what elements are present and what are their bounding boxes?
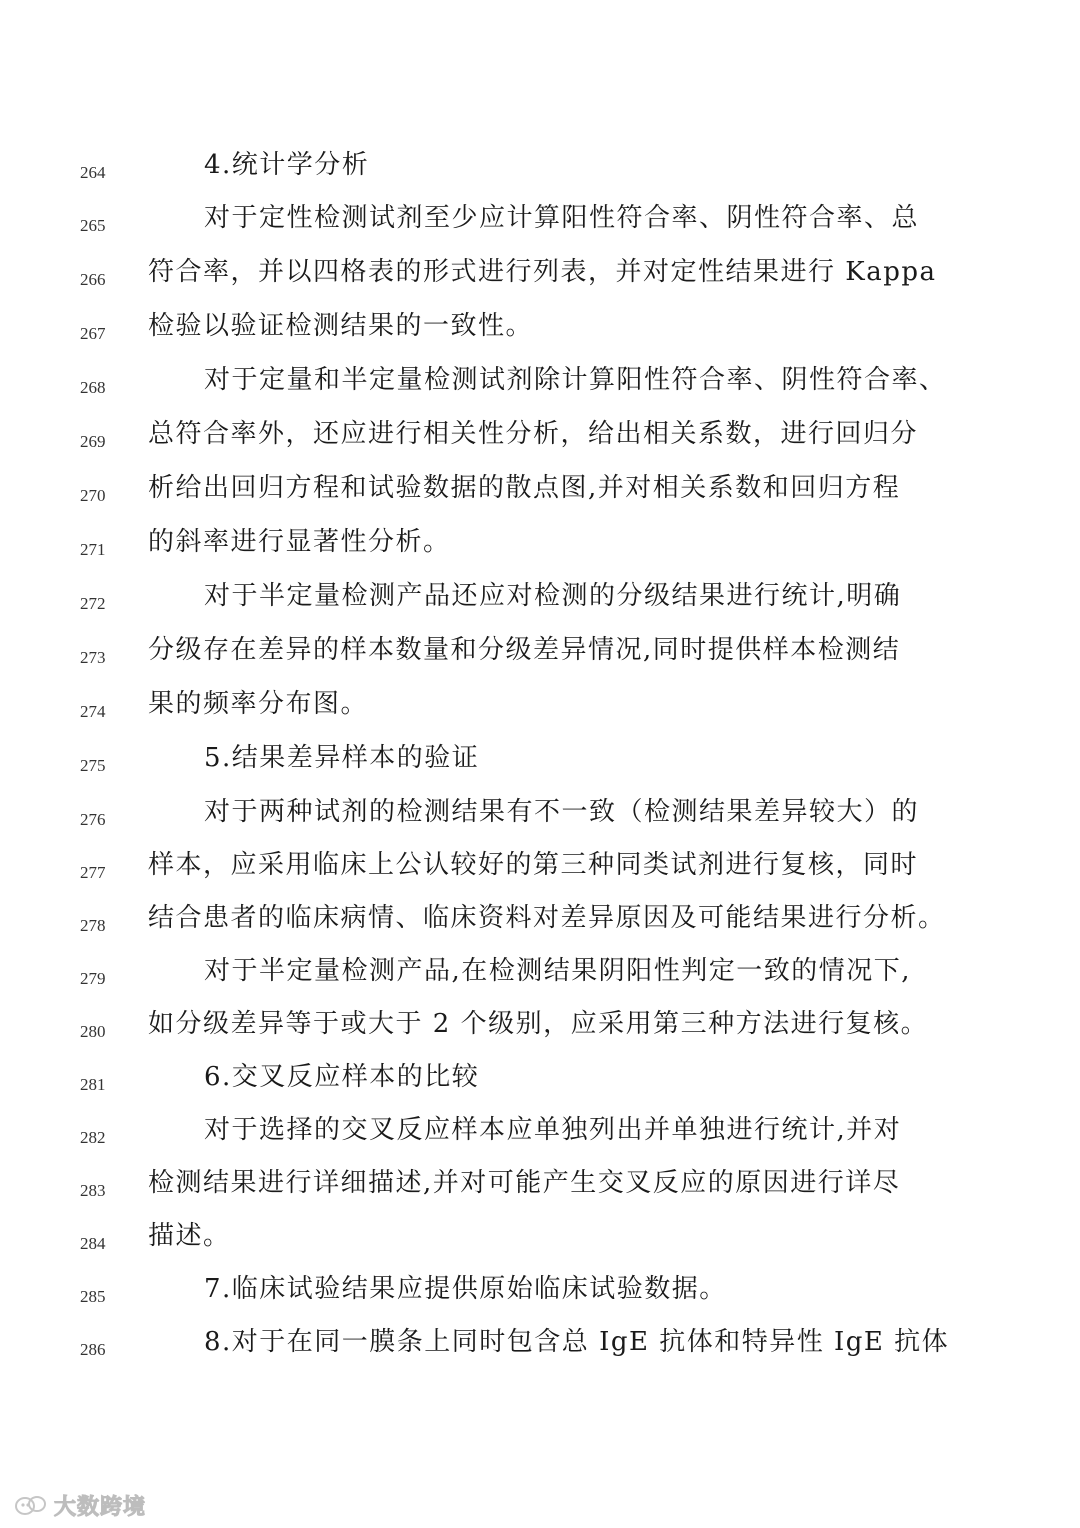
text-line (0, 1320, 1080, 1374)
line-number: 284 (80, 1234, 106, 1253)
line-text: 样本，应采用临床上公认较好的第三种同类试剂进行复核，同时 (148, 850, 919, 880)
text-line (0, 896, 1080, 950)
line-number: 275 (80, 756, 106, 775)
watermark-logo-icon (14, 1493, 48, 1517)
line-text: 总符合率外，还应进行相关性分析，给出相关系数，进行回归分 (148, 419, 919, 449)
line-text: 符合率，并以四格表的形式进行列表，并对定性结果进行 Kappa (148, 257, 937, 287)
line-number: 267 (80, 324, 106, 343)
text-line (0, 358, 1080, 412)
line-number: 270 (80, 486, 106, 505)
line-text: 分级存在差异的样本数量和分级差异情况,同时提供样本检测结 (148, 635, 901, 665)
line-number: 276 (80, 810, 106, 829)
line-text: 的斜率进行显著性分析。 (148, 527, 451, 557)
line-text: 对于半定量检测产品还应对检测的分级结果进行统计,明确 (204, 581, 902, 611)
line-number: 272 (80, 594, 106, 613)
watermark (14, 1490, 146, 1520)
line-text: 对于选择的交叉反应样本应单独列出并单独进行统计,并对 (204, 1115, 902, 1145)
text-line (0, 682, 1080, 736)
line-text: 果的频率分布图。 (148, 689, 369, 719)
line-text: 结合患者的临床病情、临床资料对差异原因及可能结果进行分析。 (148, 903, 946, 933)
line-number: 283 (80, 1181, 106, 1200)
text-line (0, 1267, 1080, 1321)
line-number: 268 (80, 378, 106, 397)
line-number: 285 (80, 1287, 106, 1306)
line-text: 检验以验证检测结果的一致性。 (148, 311, 534, 341)
line-number: 286 (80, 1340, 106, 1359)
line-text: 析给出回归方程和试验数据的散点图,并对相关系数和回归方程 (148, 473, 901, 503)
line-number: 269 (80, 432, 106, 451)
line-text: 检测结果进行详细描述,并对可能产生交叉反应的原因进行详尽 (148, 1168, 901, 1198)
line-number: 271 (80, 540, 106, 559)
text-line (0, 412, 1080, 466)
text-line (0, 1161, 1080, 1215)
text-line (0, 574, 1080, 628)
line-number: 264 (80, 163, 106, 182)
text-line (0, 790, 1080, 844)
line-text: 对于定量和半定量检测试剂除计算阳性符合率、阴性符合率、 (204, 365, 947, 395)
section-heading: 7.临床试验结果应提供原始临床试验数据。 (204, 1274, 727, 1304)
text-line (0, 1108, 1080, 1162)
text-line (0, 1002, 1080, 1056)
line-number: 273 (80, 648, 106, 667)
text-line (0, 143, 1080, 197)
text-line (0, 1055, 1080, 1109)
line-text: 如分级差异等于或大于 2 个级别，应采用第三种方法进行复核。 (148, 1009, 929, 1039)
line-text: 对于半定量检测产品,在检测结果阴阳性判定一致的情况下, (204, 956, 912, 986)
text-line (0, 736, 1080, 790)
line-text: 对于定性检测试剂至少应计算阳性符合率、阴性符合率、总 (204, 203, 920, 233)
line-number: 278 (80, 916, 106, 935)
line-number: 274 (80, 702, 106, 721)
section-heading: 8.对于在同一膜条上同时包含总 IgE 抗体和特异性 IgE 抗体 (204, 1327, 950, 1357)
line-number: 280 (80, 1022, 106, 1041)
line-number: 266 (80, 270, 106, 289)
text-line (0, 466, 1080, 520)
line-number: 279 (80, 969, 106, 988)
text-line (0, 843, 1080, 897)
text-line (0, 1214, 1080, 1268)
text-line (0, 520, 1080, 574)
text-line (0, 949, 1080, 1003)
text-line (0, 628, 1080, 682)
text-line (0, 250, 1080, 304)
text-line (0, 196, 1080, 250)
line-number: 281 (80, 1075, 106, 1094)
section-heading: 4.统计学分析 (204, 150, 370, 180)
text-line (0, 304, 1080, 358)
watermark-text: 大数跨境 (54, 1494, 147, 1520)
line-text: 对于两种试剂的检测结果有不一致（检测结果差异较大）的 (204, 797, 920, 827)
line-number: 282 (80, 1128, 106, 1147)
line-number: 277 (80, 863, 106, 882)
line-text: 描述。 (148, 1221, 231, 1251)
section-heading: 5.结果差异样本的验证 (204, 743, 480, 773)
section-heading: 6.交叉反应样本的比较 (204, 1062, 480, 1092)
line-number: 265 (80, 216, 106, 235)
